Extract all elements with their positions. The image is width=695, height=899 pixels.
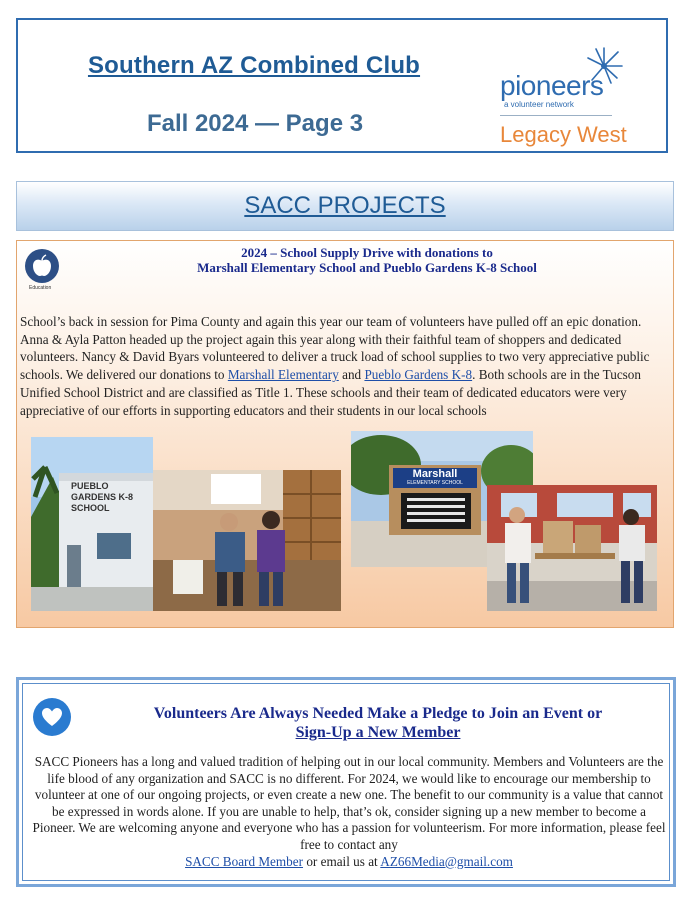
volunteer-body-text: SACC Pioneers has a long and valued tradition of helping out in our local community. Members and Volunteers are the life blood of any organization and SACC is no different. For 2024, we would like to encourage our membership to volunteer at one of our ongoing projects, or even create a new one. The benefit to our community is a value that cannot be expressed in words alone. If you are unable to help, that’s ok, consider signing up a new member to become a Pioneer. We are welcoming anyone and everyone who has a passion for volunteerism. For more information, please feel free to contact any <box>32 754 666 852</box>
issue-title: Fall 2024 — Page 3 <box>146 110 364 137</box>
project-body <box>20 313 668 419</box>
project-heading-line1: 2024 – School Supply Drive with donations to <box>241 245 493 260</box>
education-apple-icon <box>25 249 59 283</box>
volunteer-callout <box>16 677 676 887</box>
volunteer-heading-line2: Sign-Up a New Member <box>295 724 461 741</box>
pueblo-gardens-link[interactable]: Pueblo Gardens K-8 <box>364 367 473 383</box>
section-banner: SACC PROJECTS <box>16 181 674 231</box>
volunteer-body <box>29 754 669 870</box>
marshall-sign-sub: ELEMENTARY SCHOOL <box>407 480 463 486</box>
logo-divider <box>500 115 612 116</box>
email-link[interactable]: AZ66Media@gmail.com <box>380 853 513 869</box>
photo-volunteers-with-boxes <box>487 485 657 611</box>
pueblo-sign-text: PUEBLO GARDENS K-8 SCHOOL <box>71 481 134 513</box>
project-card <box>16 240 674 628</box>
club-title: Southern AZ Combined Club <box>87 52 421 79</box>
logo-tagline: a volunteer network <box>504 100 574 109</box>
sacc-board-member-link[interactable]: SACC Board Member <box>185 853 304 869</box>
project-heading-line2: Marshall Elementary School and Pueblo Gardens K-8 School <box>197 260 537 275</box>
project-body-part2: . Both schools are in the Tucson Unified School District and are classified as Title 1. These schools and their team of dedicated educators were very appreciative of our efforts in supporting educators and their students in our local schools <box>20 367 641 418</box>
volunteer-heading-line1: Volunteers Are Always Needed Make a Pledge to Join an Event or <box>153 705 603 722</box>
project-body-and: and <box>338 367 365 383</box>
marshall-sign-name: Marshall <box>412 468 458 480</box>
project-heading <box>157 245 577 275</box>
heart-icon <box>33 698 71 736</box>
photo-pueblo-gardens-school <box>31 437 153 611</box>
logo-legacy-west: Legacy West <box>500 122 627 147</box>
email-intro: or email us at <box>303 853 381 869</box>
photo-office-volunteers <box>153 470 341 611</box>
education-label: Education <box>29 285 52 291</box>
volunteer-callout-inner <box>22 683 670 881</box>
pioneers-logo <box>488 34 648 147</box>
newsletter-header <box>16 18 668 153</box>
marshall-elementary-link[interactable]: Marshall Elementary <box>227 367 339 383</box>
volunteer-heading <box>103 704 653 742</box>
project-body-part1: School’s back in session for Pima County and again this year our team of volunteers have pulled off an epic donation. Anna & Ayla Patton headed up the project again this year along with their faithful team of shoppers and dedicated volunteers. Nancy & David Byars volunteered to deliver a truck load of school supplies to two very appreciative public schools. We delivered our donations to <box>20 314 650 383</box>
logo-pioneers-text: pioneers <box>500 70 604 101</box>
